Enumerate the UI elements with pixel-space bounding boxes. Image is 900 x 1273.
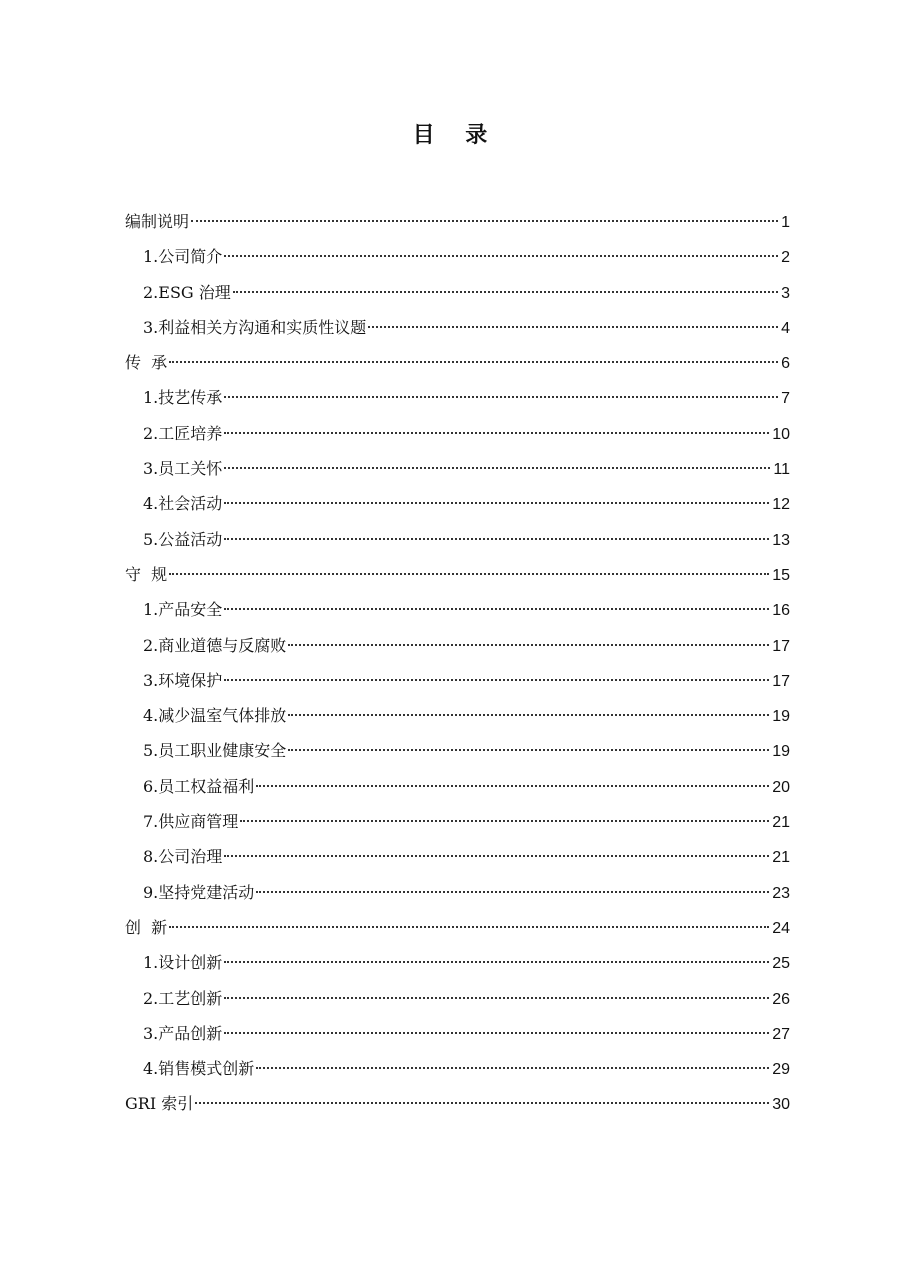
toc-entry-label: 4.社会活动	[143, 494, 223, 514]
toc-section-entry[interactable]	[125, 1086, 790, 1121]
toc-page-number: 12	[772, 496, 790, 514]
dot-leader	[224, 467, 770, 469]
toc-entry-label: 3.环境保护	[143, 670, 223, 690]
toc-entry-label: 守 规	[125, 564, 168, 584]
toc-page-number: 30	[772, 1096, 790, 1114]
toc-page-number: 29	[772, 1061, 790, 1079]
dot-leader	[224, 608, 769, 610]
toc-page-number: 6	[781, 355, 790, 373]
toc-subsection-entry[interactable]	[125, 310, 790, 345]
dot-leader	[256, 891, 769, 893]
dot-leader	[240, 820, 769, 822]
dot-leader	[256, 785, 769, 787]
toc-subsection-entry[interactable]	[125, 592, 790, 627]
toc-section-entry[interactable]	[125, 910, 790, 945]
toc-page-number: 17	[772, 637, 790, 655]
toc-entry-label: 传 承	[125, 353, 168, 373]
dot-leader	[224, 255, 778, 257]
toc-page-number: 15	[772, 566, 790, 584]
toc-entry-label: 1.技艺传承	[143, 388, 223, 408]
dot-leader	[368, 326, 778, 328]
toc-entry-label: 2.工匠培养	[143, 423, 223, 443]
toc-subsection-entry[interactable]	[125, 663, 790, 698]
toc-entry-label: 3.产品创新	[143, 1023, 223, 1043]
toc-page-number: 19	[772, 743, 790, 761]
toc-entry-label: 8.公司治理	[143, 847, 223, 867]
toc-subsection-entry[interactable]	[125, 628, 790, 663]
toc-entry-label: 9.坚持党建活动	[143, 882, 255, 902]
toc-entry-label: 2.工艺创新	[143, 988, 223, 1008]
toc-subsection-entry[interactable]	[125, 486, 790, 521]
toc-entry-label: 2.商业道德与反腐败	[143, 635, 287, 655]
toc-entry-label: 4.减少温室气体排放	[143, 706, 287, 726]
toc-page-number: 21	[772, 814, 790, 832]
dot-leader	[224, 502, 769, 504]
dot-leader	[169, 573, 769, 575]
toc-subsection-entry[interactable]	[125, 1016, 790, 1051]
toc-entry-label: 3.利益相关方沟通和实质性议题	[143, 317, 367, 337]
toc-section-entry[interactable]	[125, 204, 790, 239]
toc-page-number: 2	[781, 249, 790, 267]
toc-subsection-entry[interactable]	[125, 875, 790, 910]
toc-subsection-entry[interactable]	[125, 945, 790, 980]
toc-page-number: 16	[772, 602, 790, 620]
dot-leader	[224, 396, 778, 398]
toc-entry-label: 5.公益活动	[143, 529, 223, 549]
dot-leader	[224, 855, 769, 857]
toc-page-number: 23	[772, 884, 790, 902]
dot-leader	[233, 291, 778, 293]
dot-leader	[288, 714, 769, 716]
toc-entry-label: 4.销售模式创新	[143, 1059, 255, 1079]
toc-page-number: 7	[781, 390, 790, 408]
toc-entry-label: 1.公司简介	[143, 247, 223, 267]
toc-page-number: 20	[772, 778, 790, 796]
toc-page-number: 10	[772, 425, 790, 443]
toc-page-number: 25	[772, 955, 790, 973]
toc-subsection-entry[interactable]	[125, 380, 790, 415]
toc-subsection-entry[interactable]	[125, 698, 790, 733]
toc-page-number: 26	[772, 990, 790, 1008]
toc-entry-label: GRI 索引	[125, 1094, 194, 1114]
toc-section-entry[interactable]	[125, 345, 790, 380]
toc-entry-label: 1.产品安全	[143, 600, 223, 620]
toc-subsection-entry[interactable]	[125, 451, 790, 486]
toc-page-number: 19	[772, 708, 790, 726]
toc-page-number: 4	[781, 319, 790, 337]
toc-page-number: 3	[781, 284, 790, 302]
dot-leader	[224, 997, 769, 999]
toc-subsection-entry[interactable]	[125, 275, 790, 310]
toc-subsection-entry[interactable]	[125, 239, 790, 274]
dot-leader	[256, 1067, 769, 1069]
dot-leader	[224, 679, 769, 681]
dot-leader	[288, 749, 769, 751]
toc-subsection-entry[interactable]	[125, 1051, 790, 1086]
toc-entry-label: 编制说明	[125, 212, 190, 231]
toc-entry-label: 1.设计创新	[143, 953, 223, 973]
toc-subsection-entry[interactable]	[125, 839, 790, 874]
toc-entry-label: 3.员工关怀	[143, 459, 223, 479]
page-title: 目 录	[412, 122, 488, 148]
toc-subsection-entry[interactable]	[125, 769, 790, 804]
dot-leader	[224, 432, 769, 434]
toc-page-number: 17	[772, 672, 790, 690]
toc-page-number: 27	[772, 1025, 790, 1043]
dot-leader	[224, 1032, 769, 1034]
toc-page-number: 21	[772, 849, 790, 867]
toc-entry-label: 创 新	[125, 917, 168, 937]
toc-page-number: 11	[773, 461, 790, 479]
toc-page-number: 24	[772, 919, 790, 937]
dot-leader	[195, 1102, 769, 1104]
toc-entry-label: 7.供应商管理	[143, 812, 239, 832]
dot-leader	[169, 361, 778, 363]
toc-section-entry[interactable]	[125, 557, 790, 592]
dot-leader	[288, 644, 769, 646]
toc-subsection-entry[interactable]	[125, 733, 790, 768]
dot-leader	[224, 538, 769, 540]
toc-page-number: 13	[772, 531, 790, 549]
dot-leader	[169, 926, 769, 928]
toc-page-number: 1	[781, 214, 790, 231]
toc-entry-label: 2.ESG 治理	[143, 282, 231, 302]
toc-entry-label: 6.员工权益福利	[143, 776, 255, 796]
dot-leader	[224, 961, 769, 963]
toc-subsection-entry[interactable]	[125, 522, 790, 557]
toc-subsection-entry[interactable]	[125, 416, 790, 451]
toc-subsection-entry[interactable]	[125, 981, 790, 1016]
table-of-contents	[125, 204, 790, 1122]
toc-entry-label: 5.员工职业健康安全	[143, 741, 287, 761]
dot-leader	[191, 220, 778, 222]
toc-subsection-entry[interactable]	[125, 804, 790, 839]
